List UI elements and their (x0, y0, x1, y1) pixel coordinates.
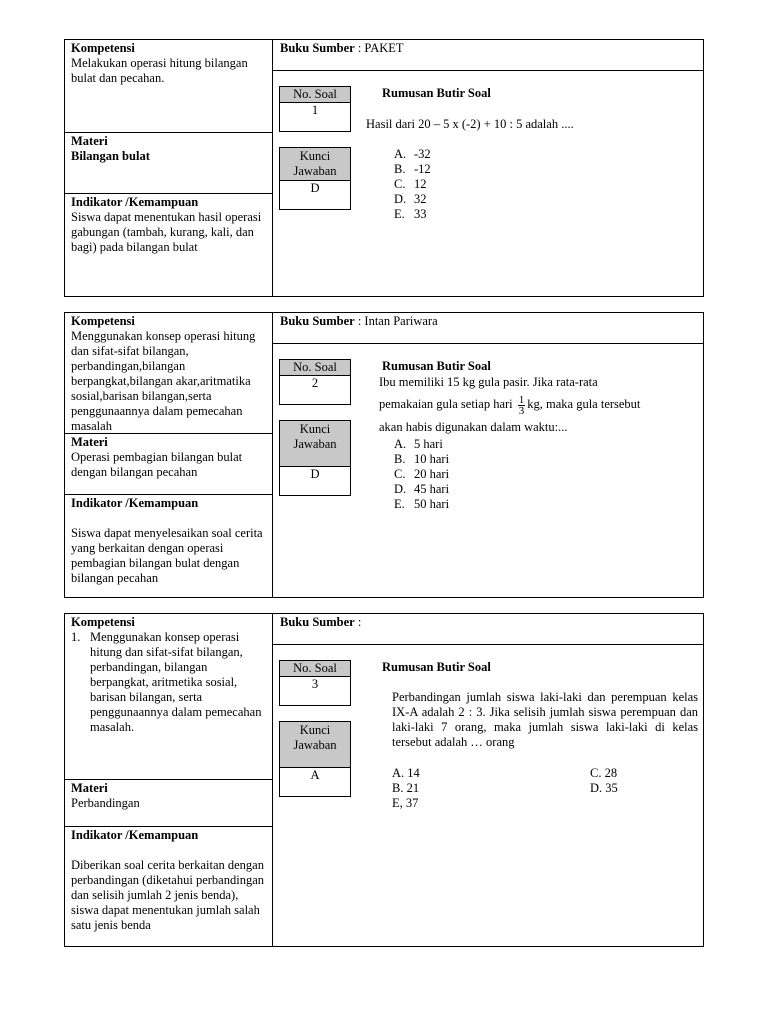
kunci-value: A (310, 768, 320, 782)
indikator-text: Siswa dapat menentukan hasil operasi gabungan (tambah, kurang, kali, dan bagi) pada bilangan bulat (71, 210, 262, 254)
kompetensi-text: Menggunakan konsep operasi hitung dan sifat-sifat bilangan, perbandingan, bilangan berpangkat, aritmetika sosial, barisan bilangan, serta penggunaannya dalam pemecahan masalah. (90, 630, 262, 734)
materi-section (65, 433, 272, 494)
no-soal-label: No. Soal (280, 661, 350, 677)
materi-section (65, 132, 272, 193)
rumusan-label: Rumusan Butir Soal (382, 660, 491, 674)
no-soal-value: 1 (311, 103, 319, 117)
kunci-label: Kunci Jawaban (280, 421, 350, 467)
buku-sumber-label: Buku Sumber (280, 314, 355, 328)
option: E, 37 (392, 796, 419, 810)
kunci-value: D (310, 181, 320, 195)
no-soal-label: No. Soal (280, 360, 350, 376)
kunci-value: D (310, 467, 320, 481)
materi-text: Operasi pembagian bilangan bulat dengan bilangan pecahan (71, 450, 243, 479)
materi-label: Materi (71, 781, 108, 795)
answer-options (392, 766, 618, 811)
kunci-box (279, 147, 351, 210)
question-line-2: pemakaian gula setiap hari $\frac{1}{3}$ kg, maka gula tersebut (379, 393, 641, 417)
buku-sumber (272, 313, 703, 344)
question-text: Hasil dari 20 – 5 x (-2) + 10 : 5 adalah .... (366, 117, 574, 131)
question-line-1: Ibu memiliki 15 kg gula pasir. Jika rata-rata (379, 375, 598, 389)
indikator-section (65, 193, 272, 296)
option: C. 20 hari (394, 467, 450, 481)
no-soal-value: 2 (311, 376, 319, 390)
indikator-section (65, 826, 272, 946)
kunci-box (279, 721, 351, 797)
left-column (65, 313, 273, 597)
kunci-label: Kunci Jawaban (280, 148, 350, 181)
answer-options (394, 437, 449, 512)
rumusan-label: Rumusan Butir Soal (382, 359, 491, 373)
indikator-label: Indikator /Kemampuan (71, 496, 199, 510)
rumusan-label: Rumusan Butir Soal (382, 86, 491, 100)
no-soal-box (279, 86, 351, 132)
no-soal-box (279, 359, 351, 405)
kunci-box (279, 420, 351, 496)
list-number: 1. (71, 630, 81, 644)
kompetensi-list-item (71, 630, 266, 735)
kompetensi-text: Melakukan operasi hitung bilangan bulat dan pecahan. (71, 56, 248, 85)
option: D. 45 hari (394, 482, 450, 496)
question-card-2 (64, 312, 704, 598)
option: D. 35 (590, 781, 618, 795)
option: C. 12 (394, 177, 427, 191)
buku-sumber-value: : (354, 615, 362, 629)
indikator-text: Diberikan soal cerita berkaitan dengan perbandingan (diketahui perbandingan dan selisih jumlah 2 jenis benda), siswa dapat menentukan jumlah salah satu jenis benda (71, 858, 264, 932)
buku-sumber-label: Buku Sumber (280, 615, 355, 629)
buku-sumber-value: : Intan Pariwara (354, 314, 438, 328)
kompetensi-text: Menggunakan konsep operasi hitung dan sifat-sifat bilangan, perbandingan,bilangan berpangkat,bilangan akar,aritmatika sosial,barisan bilangan,serta penggunaannya dalam pemecahan masalah (71, 329, 256, 433)
buku-sumber (272, 40, 703, 71)
option: A. 14 (392, 766, 420, 780)
no-soal-label: No. Soal (280, 87, 350, 103)
option: D. 32 (394, 192, 427, 206)
indikator-section (65, 494, 272, 597)
option: C. 28 (590, 766, 618, 780)
materi-label: Materi (71, 134, 108, 148)
kompetensi-section (65, 313, 272, 433)
question-line-3: akan habis digunakan dalam waktu:... (379, 420, 568, 434)
materi-text: Bilangan bulat (71, 149, 150, 163)
materi-section (65, 779, 272, 826)
option: A. -32 (394, 147, 431, 161)
indikator-label: Indikator /Kemampuan (71, 828, 199, 842)
buku-sumber-label: Buku Sumber (280, 41, 355, 55)
option: A. 5 hari (394, 437, 443, 451)
buku-sumber-value: : PAKET (354, 41, 404, 55)
option: E. 33 (394, 207, 427, 221)
answer-options (394, 147, 431, 222)
question-text: Perbandingan jumlah siswa laki-laki dan perempuan kelas IX-A adalah 2 : 3. Jika selisih jumlah siswa perempuan dan laki-laki 7 orang, maka jumlah siswa laki-laki di kelas tersebut adalah … orang (392, 690, 698, 749)
materi-text: Perbandingan (71, 796, 140, 810)
buku-sumber (272, 614, 703, 645)
indikator-text: Siswa dapat menyelesaikan soal cerita yang berkaitan dengan operasi pembagian bilangan bulat dengan bilangan pecahan (71, 526, 263, 585)
kunci-label: Kunci Jawaban (280, 722, 350, 768)
kompetensi-section (65, 40, 272, 132)
right-column (272, 313, 703, 597)
left-column (65, 40, 273, 296)
indikator-label: Indikator /Kemampuan (71, 195, 199, 209)
kompetensi-label: Kompetensi (71, 615, 135, 629)
right-column (272, 40, 703, 296)
option: B. -12 (394, 162, 431, 176)
no-soal-box (279, 660, 351, 706)
fraction: $\frac{1}{3}$ (518, 393, 525, 417)
option: B. 21 (392, 781, 420, 795)
right-column (272, 614, 703, 946)
question-card-3 (64, 613, 704, 947)
left-column (65, 614, 273, 946)
option: E. 50 hari (394, 497, 450, 511)
no-soal-value: 3 (311, 677, 319, 691)
option: B. 10 hari (394, 452, 450, 466)
kompetensi-label: Kompetensi (71, 41, 135, 55)
question-card-1 (64, 39, 704, 297)
kompetensi-label: Kompetensi (71, 314, 135, 328)
materi-label: Materi (71, 435, 108, 449)
kompetensi-section (65, 614, 272, 779)
